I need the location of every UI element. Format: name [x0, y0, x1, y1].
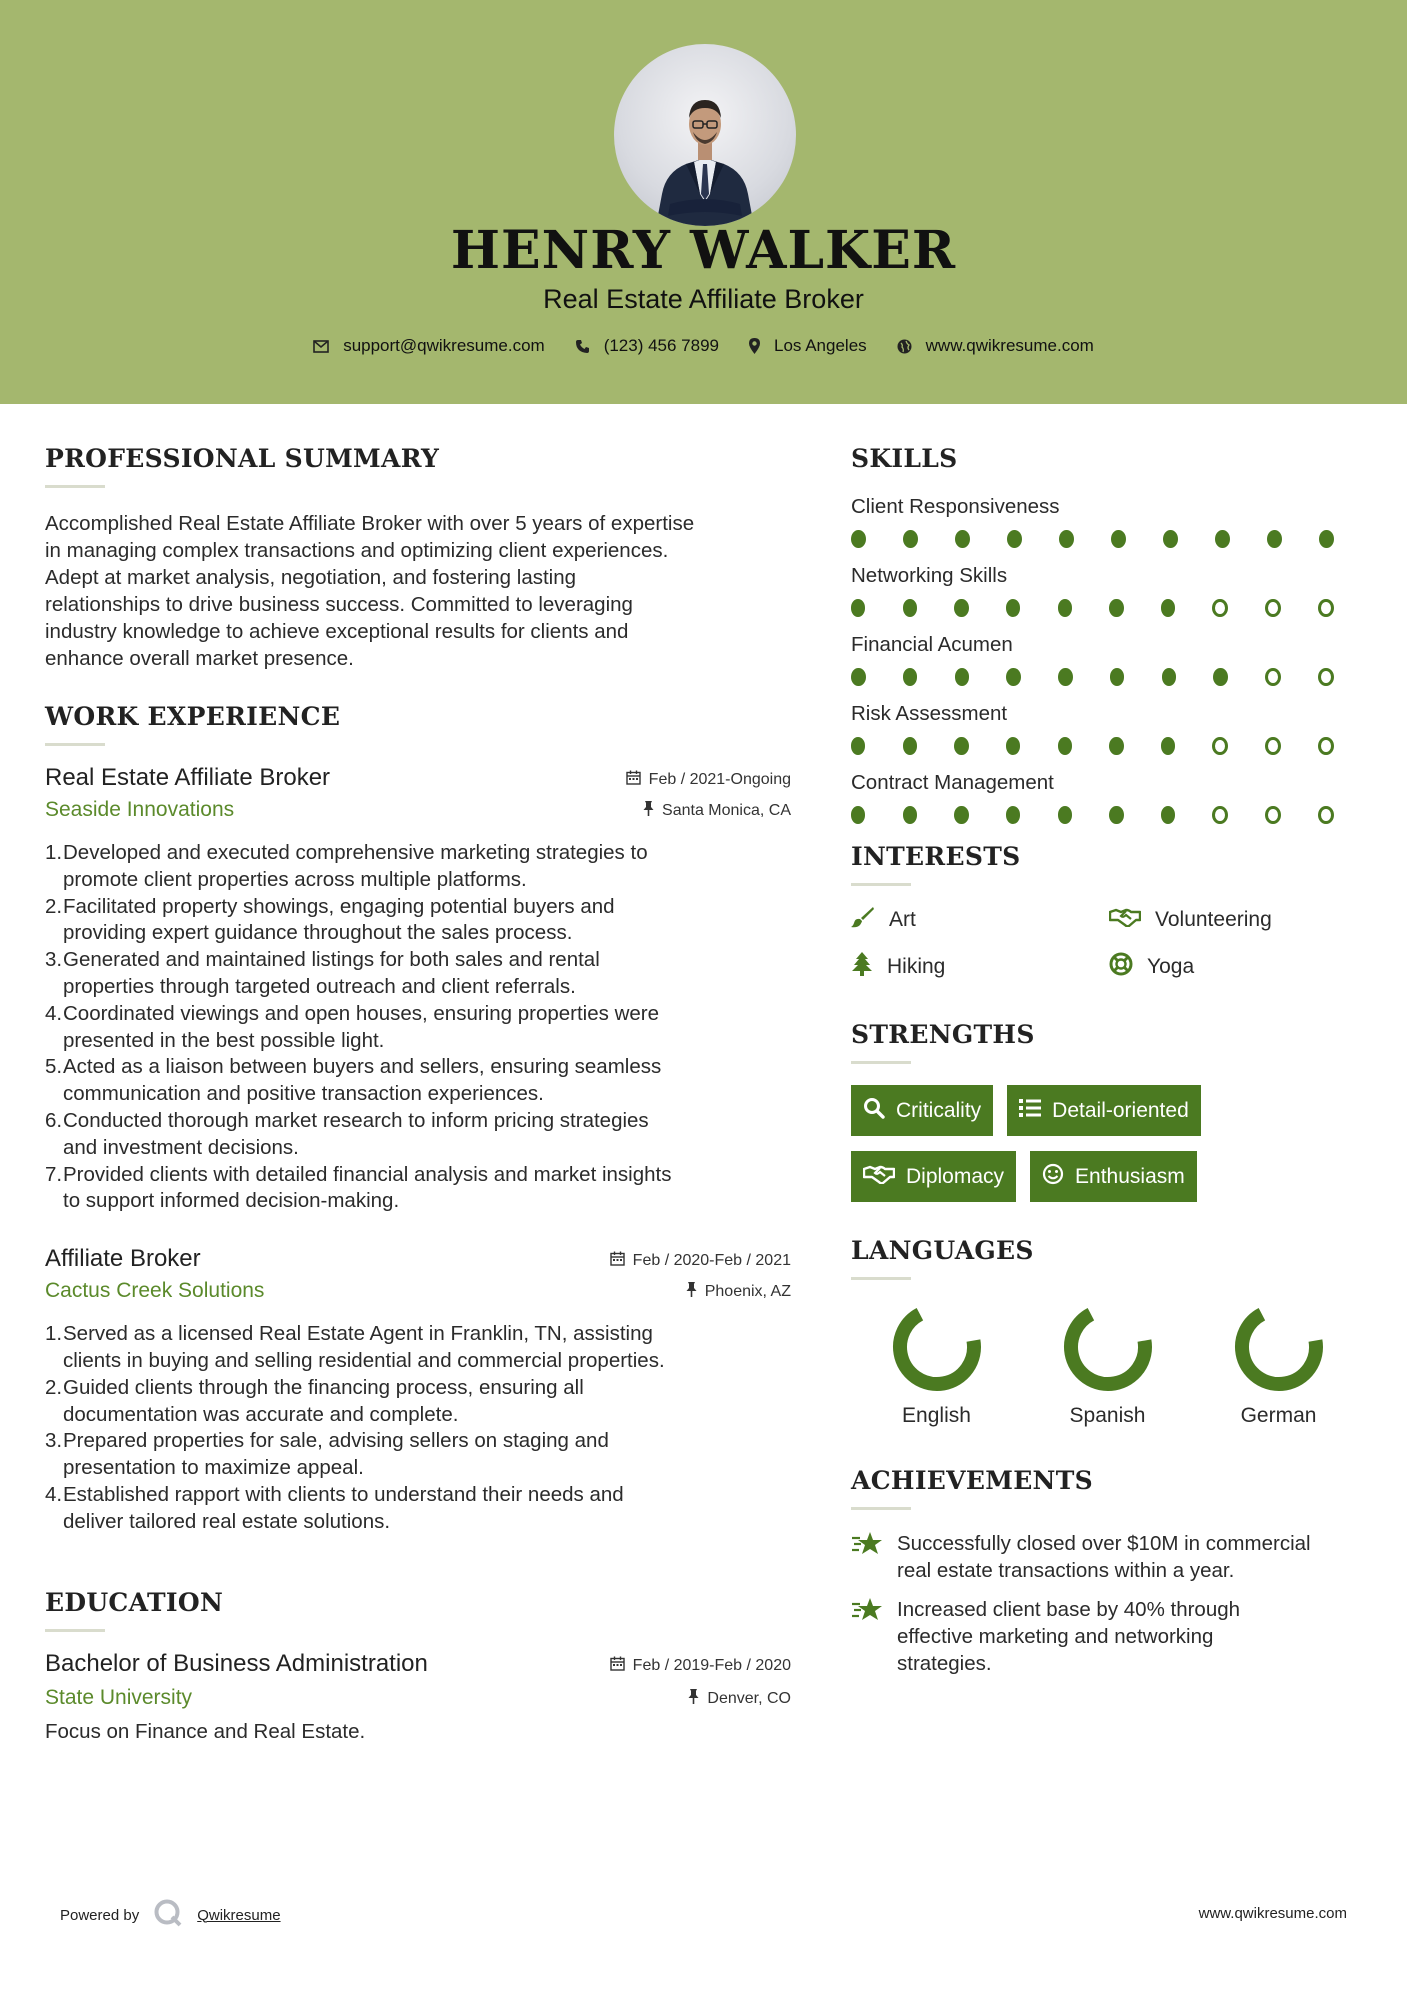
summary-text: [45, 510, 791, 672]
section-divider: [851, 883, 911, 886]
job-dates-text: Feb / 2021-Ongoing: [648, 771, 791, 788]
skill-name: Networking Skills: [851, 564, 1008, 587]
list-icon: [1019, 1099, 1041, 1123]
rating-dot-filled: [1006, 737, 1020, 755]
interest-item: [851, 952, 1109, 982]
rating-dot-empty: [1265, 599, 1281, 617]
list-item: [45, 1162, 791, 1216]
bullet-number: 2.: [45, 894, 63, 918]
contact-bar: [0, 336, 1407, 356]
job-subheader: [45, 798, 791, 822]
pushpin-icon: [643, 801, 654, 821]
language-item: [1193, 1302, 1364, 1428]
list-item: [45, 894, 791, 948]
job-title: Real Estate Affiliate Broker: [45, 764, 331, 791]
strength-label: Criticality: [896, 1098, 982, 1122]
location-text: Los Angeles: [774, 336, 867, 355]
rating-dot-filled: [1109, 599, 1123, 617]
strength-chip: [1007, 1085, 1201, 1136]
bullet-line: Acted as a liaison between buyers and sellers, ensuring seamless: [63, 1055, 662, 1079]
education-dates-text: Feb / 2019-Feb / 2020: [632, 1656, 791, 1674]
website-text: www.qwikresume.com: [925, 336, 1094, 355]
paintbrush-icon: [851, 906, 875, 934]
skill-name: Risk Assessment: [851, 702, 1008, 725]
list-item: [45, 1001, 791, 1055]
bullet-number: 5.: [45, 1055, 63, 1079]
achievement-line: strategies.: [897, 1652, 992, 1675]
rating-dot-filled: [1163, 530, 1178, 548]
rating-dot-filled: [851, 806, 865, 824]
bullet-number: 4.: [45, 1001, 63, 1025]
achievements-heading: ACHIEVEMENTS: [851, 1466, 1093, 1495]
interest-label: Art: [889, 908, 916, 931]
education-section: [45, 1588, 791, 1745]
summary-line: industry knowledge to achieve exceptional results for clients and: [45, 620, 629, 643]
rating-dot-filled: [1006, 668, 1021, 686]
rating-dot-filled: [1059, 530, 1074, 548]
achievement-line: Increased client base by 40% through: [897, 1598, 1241, 1621]
rating-dot-filled: [1319, 530, 1334, 548]
bullet-line: to support informed decision-making.: [63, 1189, 400, 1213]
skill-name: Contract Management: [851, 771, 1054, 794]
section-divider: [851, 1277, 911, 1280]
job-subheader: [45, 1279, 791, 1303]
interest-item: [851, 906, 1109, 934]
lifering-icon: [1109, 952, 1133, 982]
rating-dot-empty: [1212, 737, 1228, 755]
rating-dot-filled: [903, 599, 917, 617]
language-item: [851, 1302, 1022, 1428]
strengths-heading: STRENGTHS: [851, 1020, 1035, 1049]
rating-dot-filled: [903, 737, 917, 755]
left-column: [45, 444, 791, 1745]
job-entry: [45, 764, 791, 1215]
phone-text: (123) 456 7899: [603, 336, 720, 355]
job-header: [45, 1245, 791, 1273]
bullet-line: providing expert guidance throughout the sales process.: [63, 921, 573, 945]
bullet-line: Facilitated property showings, engaging potential buyers and: [63, 894, 615, 918]
language-name: Spanish: [1069, 1404, 1146, 1427]
bullet-line: presentation to maximize appeal.: [63, 1456, 364, 1480]
job-company: Seaside Innovations: [45, 798, 235, 821]
rating-dot-filled: [1058, 599, 1072, 617]
language-name: German: [1240, 1404, 1317, 1427]
skill-rating: [851, 806, 1371, 824]
rating-dot-empty: [1318, 737, 1334, 755]
job-location: [686, 1282, 791, 1302]
bullet-number: 3.: [45, 1429, 63, 1453]
rating-dot-filled: [954, 806, 968, 824]
skill-item: [851, 702, 1371, 755]
rating-dot-filled: [1109, 737, 1123, 755]
skill-rating: [851, 530, 1371, 548]
bullet-line: Conducted thorough market research to inform pricing strategies: [63, 1108, 649, 1132]
skill-name: Client Responsiveness: [851, 495, 1060, 518]
bullet-line: Established rapport with clients to understand their needs and: [63, 1482, 624, 1506]
education-location: [688, 1689, 791, 1709]
rating-dot-empty: [1265, 737, 1281, 755]
brand-link[interactable]: Qwikresume: [197, 1906, 281, 1924]
smile-icon: [1042, 1163, 1064, 1191]
search-icon: [863, 1097, 885, 1125]
map-pin-icon: [749, 338, 760, 354]
skills-list: [851, 495, 1371, 824]
bullet-line: deliver tailored real estate solutions.: [63, 1509, 391, 1533]
achievement-line: effective marketing and networking: [897, 1625, 1214, 1648]
candidate-name: HENRY WALKER: [450, 220, 957, 281]
qwikresume-logo-icon: [153, 1898, 183, 1932]
bullet-number: 7.: [45, 1162, 63, 1186]
section-divider: [45, 743, 105, 746]
job-bullets: [45, 1321, 791, 1535]
education-header: [45, 1650, 791, 1678]
rating-dot-filled: [1006, 806, 1020, 824]
pushpin-icon: [688, 1689, 699, 1709]
language-level-arc: [894, 1304, 980, 1390]
rating-dot-filled: [851, 737, 865, 755]
education-location-text: Denver, CO: [707, 1689, 791, 1707]
experience-section: [45, 702, 791, 1536]
summary-line: enhance overall market presence.: [45, 647, 354, 670]
bullet-line: Coordinated viewings and open houses, ensuring properties were: [63, 1001, 660, 1025]
languages-list: [851, 1302, 1371, 1428]
globe-icon: [897, 339, 912, 354]
rating-dot-filled: [903, 530, 918, 548]
job-location-text: Phoenix, AZ: [704, 1283, 791, 1301]
section-divider: [45, 1629, 105, 1632]
rating-dot-filled: [1215, 530, 1230, 548]
job-location: [643, 801, 791, 821]
rating-dot-filled: [1058, 806, 1072, 824]
bullet-line: Served as a licensed Real Estate Agent in Franklin, TN, assisting: [63, 1322, 653, 1346]
list-item: [45, 1428, 791, 1482]
job-dates: [610, 1251, 791, 1271]
job-dates-text: Feb / 2020-Feb / 2021: [632, 1252, 791, 1270]
handshake-icon: [863, 1164, 895, 1190]
rating-dot-empty: [1212, 599, 1228, 617]
strength-label: Diplomacy: [906, 1164, 1005, 1188]
list-item: [45, 1108, 791, 1162]
rating-dot-filled: [903, 806, 917, 824]
strength-chip: [851, 1085, 993, 1136]
bullet-line: promote client properties across multiple platforms.: [63, 867, 527, 891]
skill-item: [851, 564, 1371, 617]
list-item: [45, 1482, 791, 1536]
rating-dot-filled: [1058, 668, 1073, 686]
list-item: [45, 947, 791, 1001]
skill-item: [851, 633, 1371, 686]
bullet-line: communication and positive transaction experiences.: [63, 1082, 544, 1106]
job-title: Affiliate Broker: [45, 1245, 201, 1273]
interests-heading: INTERESTS: [851, 842, 1021, 871]
skill-item: [851, 771, 1371, 824]
list-item: [45, 1375, 791, 1429]
bullet-line: Provided clients with detailed financial analysis and market insights: [63, 1162, 672, 1186]
interests-section: [851, 842, 1371, 982]
bullet-line: Guided clients through the financing process, ensuring all: [63, 1375, 584, 1399]
rating-dot-filled: [1058, 737, 1072, 755]
bullet-line: clients in buying and selling residential and commercial properties.: [63, 1348, 665, 1372]
right-column: [851, 444, 1371, 1677]
strength-label: Detail-oriented: [1052, 1098, 1189, 1122]
achievement-line: real estate transactions within a year.: [897, 1559, 1235, 1582]
star-trophy-icon: [851, 1530, 883, 1584]
interest-label: Volunteering: [1155, 908, 1272, 931]
language-level-arc: [1236, 1304, 1322, 1390]
handshake-icon: [1109, 907, 1141, 933]
summary-line: in managing complex transactions and optimizing client experiences.: [45, 539, 669, 562]
footer-powered-by: [60, 1898, 281, 1932]
summary-section: [45, 444, 791, 672]
job-dates: [626, 770, 791, 790]
tree-icon: [851, 952, 873, 982]
rating-dot-filled: [1161, 599, 1175, 617]
skill-item: [851, 495, 1371, 548]
footer-website[interactable]: www.qwikresume.com: [1198, 1905, 1347, 1922]
phone-icon: [575, 339, 590, 354]
rating-dot-filled: [1267, 530, 1282, 548]
bullet-number: 3.: [45, 948, 63, 972]
header-banner: [0, 0, 1407, 404]
education-subheader: [45, 1686, 791, 1710]
language-name: English: [902, 1404, 971, 1427]
interest-label: Hiking: [887, 955, 946, 978]
interest-label: Yoga: [1147, 955, 1195, 978]
strengths-section: [851, 1020, 1371, 1202]
candidate-title: Real Estate Affiliate Broker: [543, 284, 864, 314]
job-header: [45, 764, 791, 792]
bullet-number: 1.: [45, 841, 63, 864]
powered-by-text: Powered by: [60, 1906, 140, 1924]
bullet-line: Generated and maintained listings for both sales and rental: [63, 948, 600, 972]
strength-chip: [1030, 1151, 1197, 1202]
rating-dot-filled: [1161, 806, 1175, 824]
email-text: support@qwikresume.com: [343, 336, 545, 355]
languages-section: [851, 1236, 1371, 1428]
rating-dot-empty: [1318, 806, 1334, 824]
achievement-item: [851, 1530, 1371, 1584]
job-entry: [45, 1245, 791, 1535]
language-ring: [892, 1302, 982, 1392]
list-item: [45, 1321, 791, 1375]
rating-dot-filled: [1162, 668, 1177, 686]
bullet-line: documentation was accurate and complete.: [63, 1402, 459, 1426]
rating-dot-filled: [1109, 806, 1123, 824]
job-company: Cactus Creek Solutions: [45, 1279, 265, 1303]
rating-dot-filled: [1006, 599, 1020, 617]
interest-item: [1109, 952, 1349, 982]
rating-dot-filled: [955, 530, 970, 548]
rating-dot-empty: [1318, 599, 1334, 617]
language-level-arc: [1065, 1304, 1151, 1390]
bullet-line: properties through targeted outreach and client referrals.: [63, 974, 576, 998]
summary-heading: PROFESSIONAL SUMMARY: [45, 444, 440, 473]
bullet-line: Developed and executed comprehensive marketing strategies to: [63, 841, 648, 864]
rating-dot-filled: [954, 737, 968, 755]
rating-dot-filled: [851, 599, 865, 617]
contact-website[interactable]: [897, 336, 1094, 356]
rating-dot-filled: [954, 599, 968, 617]
profile-photo: [614, 44, 796, 226]
achievement-item: [851, 1596, 1371, 1677]
education-note: Focus on Finance and Real Estate.: [45, 1719, 366, 1743]
summary-line: Accomplished Real Estate Affiliate Broker with over 5 years of expertise: [45, 512, 695, 535]
rating-dot-empty: [1265, 806, 1281, 824]
rating-dot-filled: [1111, 530, 1126, 548]
strengths-chips: [851, 1085, 1371, 1202]
job-location-text: Santa Monica, CA: [662, 802, 791, 819]
rating-dot-filled: [1213, 668, 1228, 686]
bullet-line: presented in the best possible light.: [63, 1028, 385, 1052]
list-item: [45, 840, 791, 894]
bullet-number: 6.: [45, 1108, 63, 1132]
envelope-icon: [313, 340, 329, 353]
education-dates: [610, 1656, 791, 1676]
skill-rating: [851, 668, 1371, 686]
rating-dot-empty: [1212, 806, 1228, 824]
section-divider: [45, 485, 105, 488]
bullet-number: 4.: [45, 1482, 63, 1506]
experience-heading: WORK EXPERIENCE: [45, 702, 341, 731]
summary-line: relationships to drive business success. Committed to leveraging: [45, 593, 633, 616]
school-name: State University: [45, 1685, 193, 1709]
rating-dot-filled: [903, 668, 918, 686]
skill-rating: [851, 737, 1371, 755]
star-trophy-icon: [851, 1596, 883, 1677]
bullet-number: 1.: [45, 1322, 63, 1346]
language-ring: [1234, 1302, 1324, 1392]
section-divider: [851, 1061, 911, 1064]
rating-dot-filled: [955, 668, 970, 686]
rating-dot-filled: [851, 668, 866, 686]
languages-heading: LANGUAGES: [851, 1236, 1034, 1265]
rating-dot-filled: [1110, 668, 1125, 686]
interests-grid: [851, 906, 1371, 982]
skills-section: [851, 444, 1371, 824]
skill-rating: [851, 599, 1371, 617]
rating-dot-empty: [1265, 668, 1281, 686]
achievements-section: [851, 1466, 1371, 1677]
achievement-line: Successfully closed over $10M in commercial: [897, 1532, 1311, 1555]
rating-dot-filled: [851, 530, 866, 548]
education-heading: EDUCATION: [45, 1587, 224, 1617]
rating-dot-filled: [1007, 530, 1022, 548]
contact-phone[interactable]: [575, 336, 719, 356]
bullet-line: Prepared properties for sale, advising sellers on staging and: [63, 1429, 609, 1453]
rating-dot-filled: [1161, 737, 1175, 755]
list-item: [45, 1054, 791, 1108]
contact-email[interactable]: [313, 336, 545, 356]
section-divider: [851, 1507, 911, 1510]
job-bullets: [45, 840, 791, 1215]
bullet-line: and investment decisions.: [63, 1135, 299, 1159]
bullet-number: 2.: [45, 1375, 63, 1399]
summary-line: Adept at market analysis, negotiation, and fostering lasting: [45, 566, 577, 589]
contact-location: [749, 336, 867, 356]
degree-title: Bachelor of Business Administration: [45, 1649, 428, 1677]
rating-dot-empty: [1318, 668, 1334, 686]
skill-name: Financial Acumen: [851, 633, 1013, 656]
strength-chip: [851, 1151, 1016, 1202]
language-item: [1022, 1302, 1193, 1428]
pushpin-icon: [686, 1282, 697, 1302]
calendar-icon: [610, 1656, 625, 1676]
strength-label: Enthusiasm: [1075, 1164, 1185, 1188]
skills-heading: SKILLS: [851, 444, 958, 473]
interest-item: [1109, 906, 1349, 934]
calendar-icon: [626, 770, 641, 790]
language-ring: [1063, 1302, 1153, 1392]
calendar-icon: [610, 1251, 625, 1271]
